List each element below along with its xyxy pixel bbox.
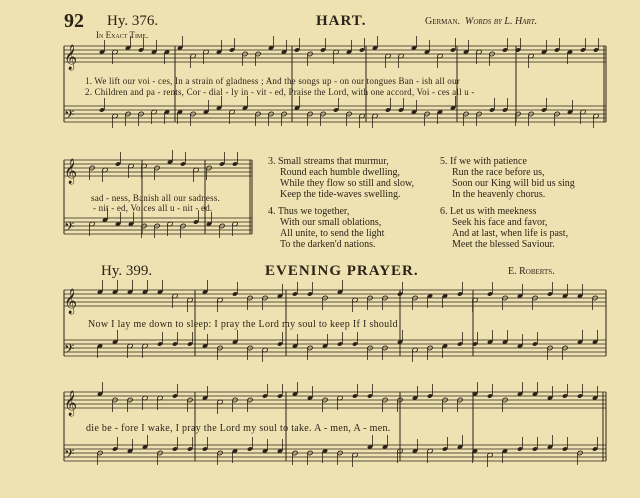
clef-symbol: 𝄞 [64,159,78,184]
stanza-line: Run the race before us, [452,167,545,178]
tempo-marking: In Exact Time. [96,30,149,40]
stanza-line: 6. Let us with meekness [440,206,537,217]
stanza-line: Keep the tide-waves swelling. [280,189,401,200]
clef-symbol: 𝄞 [64,45,78,70]
stanza-6 [440,206,568,250]
tune-title-hart: HART. [316,13,367,29]
stanza-line: 5. If we with patience [440,156,527,167]
clef-symbol: 𝄢 [64,219,75,238]
stanza-line: And at last, when life is past, [452,228,569,239]
stanza-line: In the heavenly chorus. [452,189,546,200]
hymn-number-399: Hy. 399. [101,263,153,279]
stanza-3 [268,156,414,200]
hymn1-verse2-end: - nit - ed, Voices all u - nit - ed. [93,203,213,213]
stanza-line: While they flow so still and slow, [280,178,415,189]
stanza-line: Meet the blessed Saviour. [452,239,555,250]
stanza-line: 3. Small streams that murmur, [268,156,389,167]
credit-origin: German. [425,16,461,27]
clef-symbol: 𝄢 [64,341,75,360]
clef-symbol: 𝄞 [64,391,78,416]
stanza-line: Soon our King will bid us sing [452,178,575,189]
hymn2-line1: Now I lay me down to sleep: I pray the Lord my soul to keep If I should [88,319,398,330]
hymn2-credit: E. Roberts. [508,266,555,277]
clef-symbol: 𝄢 [64,107,75,126]
credit-words: Words by L. Hart. [465,16,538,27]
page-number: 92 [64,10,84,32]
hymn1-verse2: 2. Children and pa - rents, Cor - dial - ly in - vit - ed, Praise the Lord, with one accord, Voi - ces all u - [85,87,475,97]
tune-title-evening-prayer: EVENING PRAYER. [265,263,419,279]
hymn2-line2: die be - fore I wake, I pray the Lord my soul to take. A - men, A - men. [86,423,391,434]
stanza-5 [440,156,575,200]
stanza-line: 4. Thus we together, [268,206,350,217]
stanza-line: All unite, to send the light [280,228,385,239]
stanza-4 [268,206,384,250]
hymn1-verse1: 1. We lift our voi - ces, In a strain of gladness ; And the songs up - on our tongues Ban - ish all our [85,76,460,86]
stanza-line: Round each humble dwelling, [280,167,400,178]
clef-symbol: 𝄢 [64,446,75,465]
hymn-number-376: Hy. 376. [107,13,159,29]
hymn1-verse1-end: sad - ness, Banish all our sadness. [91,193,220,203]
stanza-line: Seek his face and favor, [452,217,548,228]
clef-symbol: 𝄞 [64,289,78,314]
stanza-line: To the darken'd nations. [280,239,376,250]
stanza-line: With our small oblations, [280,217,382,228]
